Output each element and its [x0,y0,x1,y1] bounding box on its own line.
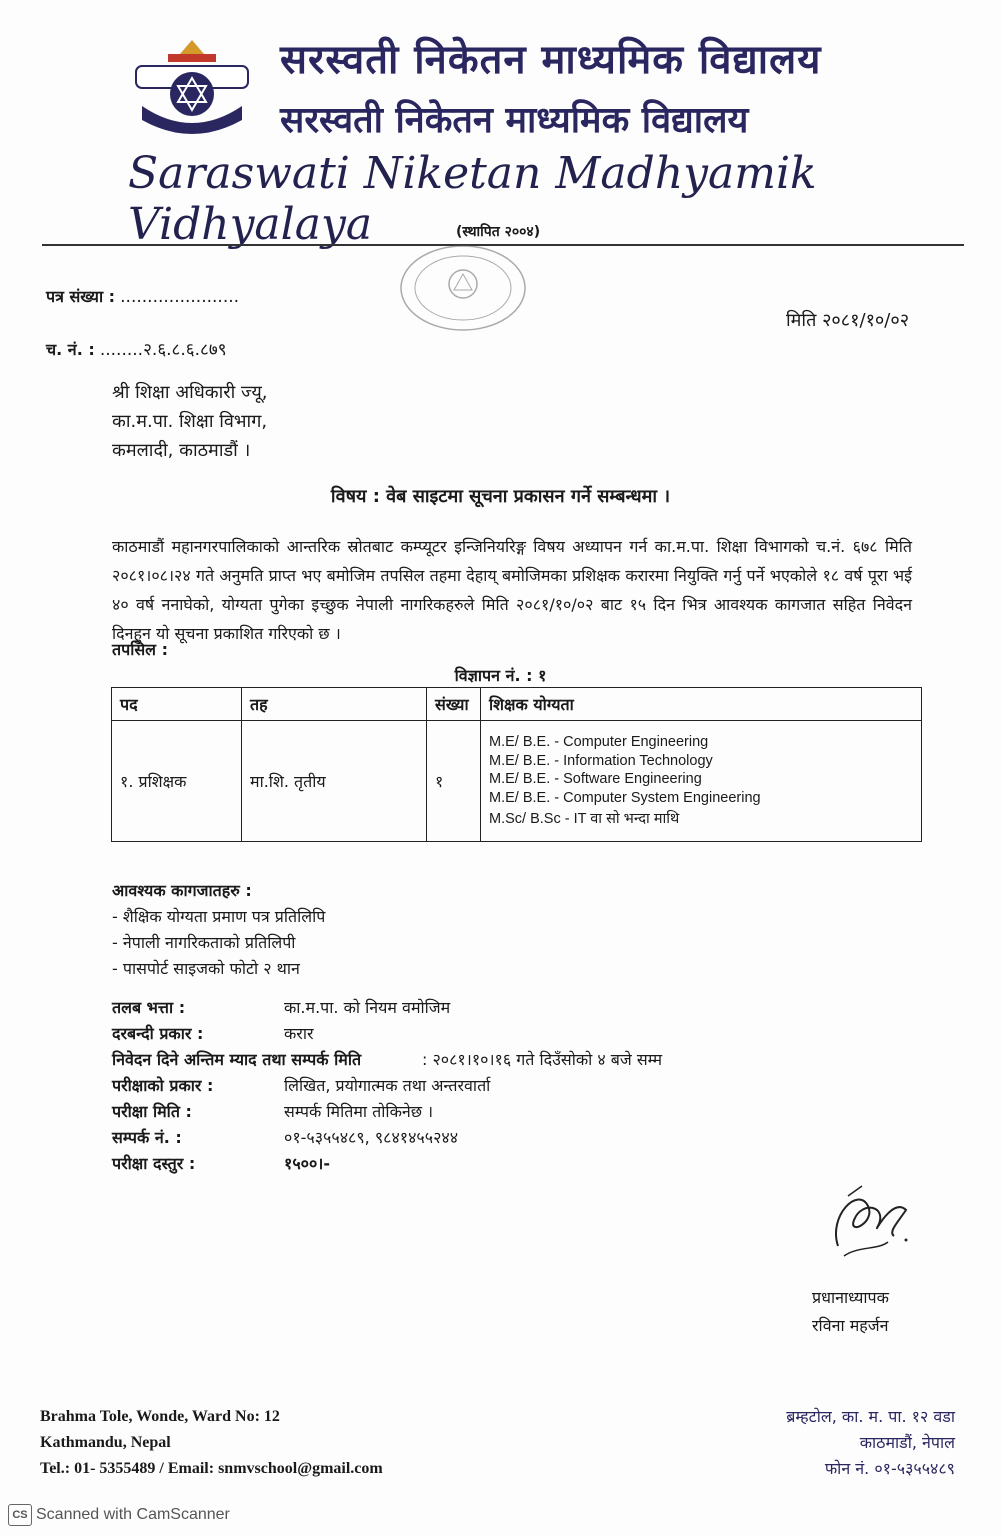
letter-number: पत्र संख्या : ...................... [46,287,240,307]
footer-english-address [40,1404,383,1482]
info-value: करार [284,1024,314,1043]
info-label: सम्पर्क नं. : [112,1128,182,1147]
school-stamp-icon [398,242,528,334]
document-item: - नेपाली नागरिकताको प्रतिलिपी [112,933,296,952]
watermark-text: Scanned with CamScanner [36,1506,230,1524]
school-name-nepali: सरस्वती निकेतन माध्यमिक विद्यालय [280,100,749,141]
info-value: १५००।- [284,1154,330,1173]
level-cell: मा.शि. तृतीय [242,721,427,842]
signatory-title: प्रधानाध्यापक [812,1288,889,1307]
addressee [112,378,268,465]
school-name-calligraphy: सरस्वती निकेतन माध्यमिक विद्यालय [280,37,822,83]
camscanner-watermark [8,1504,230,1526]
info-label: तलब भत्ता : [112,998,186,1017]
info-label: दरबन्दी प्रकार : [112,1024,204,1043]
qualification-item: M.Sc/ B.Sc - IT वा सो भन्दा माथि [489,811,680,827]
table-header: संख्या [427,688,481,721]
required-documents [112,878,325,982]
addressee-line: श्री शिक्षा अधिकारी ज्यू, [112,382,268,403]
footer-line: ब्रम्हटोल, का. म. पा. १२ वडा [786,1407,955,1426]
table-header-row [112,688,922,721]
school-logo [128,36,256,144]
info-label: परीक्षाको प्रकार : [112,1076,214,1095]
footer-line: काठमाडौं, नेपाल [859,1433,955,1452]
info-value: लिखित, प्रयोगात्मक तथा अन्तरवार्ता [284,1076,491,1095]
subject-line: विषय : वेब साइटमा सूचना प्रकासन गर्ने सम्बन्धमा । [330,486,671,507]
qualification-item: M.E/ B.E. - Information Technology [489,752,713,769]
footer-line: Brahma Tole, Wonde, Ward No: 12 [40,1408,280,1425]
info-label: निवेदन दिने अन्तिम म्याद तथा सम्पर्क मिति [112,1050,362,1069]
post-cell: १. प्रशिक्षक [112,721,242,842]
footer-line: Kathmandu, Nepal [40,1434,171,1451]
advert-number: विज्ञापन नं. : १ [454,666,547,685]
qualification-item: M.E/ B.E. - Computer Engineering [489,734,709,750]
info-value: का.म.पा. को नियम वमोजिम [284,998,451,1017]
body-paragraph: काठमाडौं महानगरपालिकाको आन्तरिक स्रोतबाट कम्प्यूटर इन्जिनियरिङ्ग विषय अध्यापन गर्न का.म.पा. शिक्षा विभागको च.नं. ६७८ मिति २०८१।०८।२४ गते अनुमति प्राप्त भए बमोजिम तपसिल तहमा देहाय् बमोजिमका प्रशिक्षक करारमा नियुक्ति गर्नु पर्ने भएकोले १८ वर्ष पूरा भई ४० वर्ष ननाघेको, योग्यता पुगेका इच्छुक नेपाली नागरिकहरुले मिति २०८१/१०/०२ बाट १५ दिन भित्र आवश्यक कागजात सहित निवेदन दिनहुन यो सूचना प्रकाशित गरिएको छ । [112,537,912,643]
footer-nepali-address [786,1404,955,1482]
addressee-line: का.म.पा. शिक्षा विभाग, [112,411,268,432]
table-row [112,721,922,842]
table-header: पद [112,688,242,721]
dispatch-number: च. नं. : ........२.६.८.६.८७९ [46,340,227,360]
qualification-item: M.E/ B.E. - Software Engineering [489,771,702,787]
vacancy-table [111,687,922,842]
info-label: परीक्षा मिति : [112,1102,192,1121]
signature [818,1176,914,1264]
info-value: : २०८१।१०।१६ गते दिउँसोको ४ बजे सम्म [422,1050,663,1069]
info-value: सम्पर्क मितिमा तोकिनेछ । [284,1102,434,1121]
tapasil-label: तपसिल : [112,640,168,659]
established-year: (स्थापित २००४) [456,224,541,240]
camscanner-icon: CS [8,1504,32,1526]
table-header: तह [242,688,427,721]
document-item: - पासपोर्ट साइजको फोटो २ थान [112,959,300,978]
documents-heading: आवश्यक कागजातहरु : [112,881,252,900]
qualification-item: M.E/ B.E. - Computer System Engineering [489,789,761,806]
letter-date: मिति २०८१/१०/०२ [786,310,910,331]
school-name-english: Saraswati Niketan Madhyamik Vidhyalaya [128,148,817,250]
footer-line: फोन नं. ०१-५३५५४८९ [824,1459,955,1478]
footer-line: Tel.: 01- 5355489 / Email: snmvschool@gmail.com [40,1460,383,1477]
signatory-name: रविना महर्जन [812,1316,889,1335]
info-value: ०१-५३५५४८९, ९८४१४५५२४४ [284,1128,459,1147]
count-cell: १ [427,721,481,842]
addressee-line: कमलादी, काठमाडौं । [112,440,251,461]
table-header: शिक्षक योग्यता [481,688,922,721]
info-label: परीक्षा दस्तुर : [112,1154,196,1173]
qualification-cell [481,721,922,842]
document-item: - शैक्षिक योग्यता प्रमाण पत्र प्रतिलिपि [112,907,326,926]
